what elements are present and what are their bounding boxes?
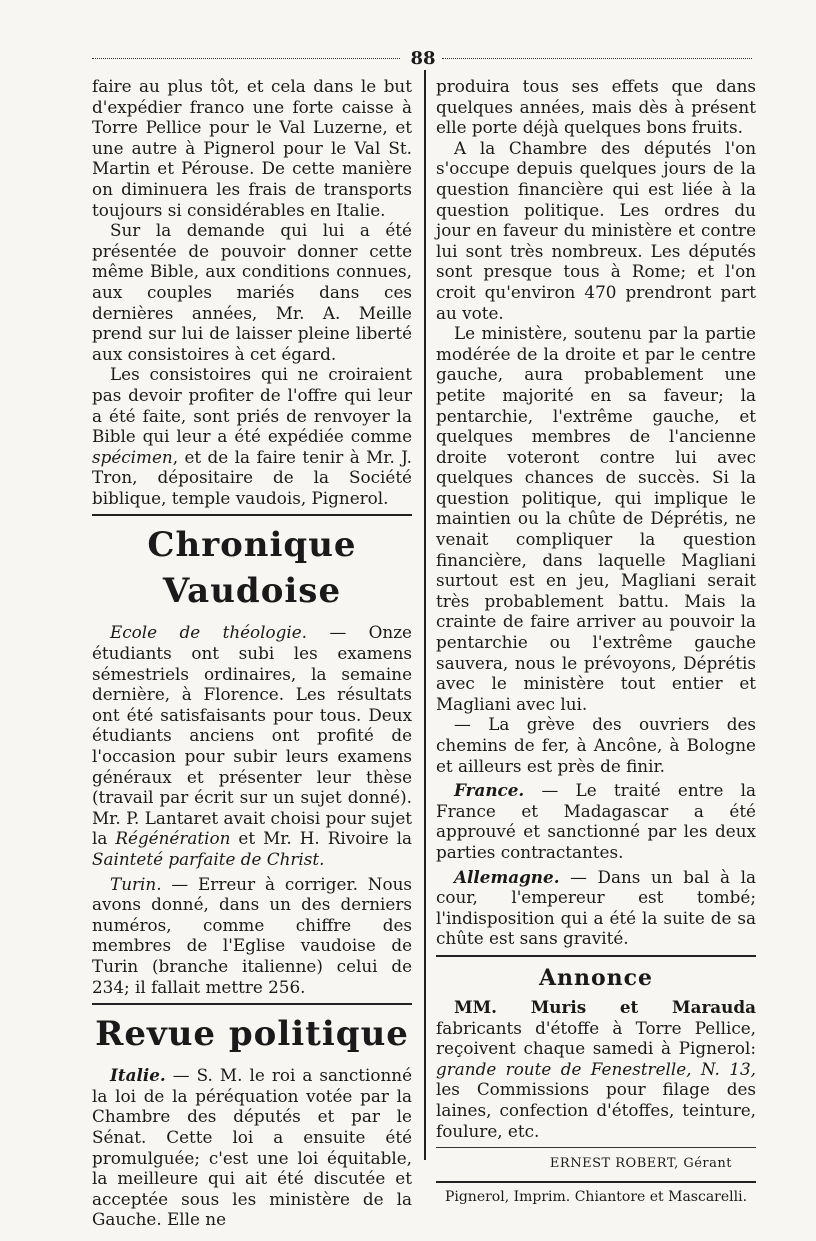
annonce-text-b: les Commissions pour filage des laines, confection d'étoffes, teinture, foulure, etc. [436,1079,756,1141]
page-number: 88 [410,48,436,69]
allemagne-paragraph [436,867,756,949]
ecole-theologie-paragraph [92,622,412,869]
printer-imprint: Pignerol, Imprim. Chiantore et Mascarelli. [444,1188,748,1205]
annonce-names: MM. Muris et Marauda [454,996,756,1017]
header-rule-left [92,58,400,59]
politics-paragraph-2: A la Chambre des députés l'on s'occupe depuis quelques jours de la question financière qui est liée à la question politique. Les ordres du jour en faveur du ministère et contre lui sont très nombreux. Les députés sont presque tous à Rome; et l'on croit qu'environ 470 prendront part au vote. [436,137,756,323]
politics-paragraph-4: — La grève des ouvriers des chemins de fer, à Ancône, à Bologne et ailleurs est près de finir. [436,714,756,776]
specimen-word: spécimen [92,446,173,467]
turin-paragraph [92,874,412,998]
revue-politique-heading: Revue politique [95,1014,409,1055]
italie-label: Italie. [110,1065,166,1086]
annonce-paragraph [436,997,756,1141]
chronique-vaudoise-heading: Chronique Vaudoise [147,525,357,612]
annonce-heading: Annonce [538,964,654,991]
signature: ERNEST ROBERT, Gérant [549,1156,732,1172]
bible-paragraph-1: faire au plus tôt, et cela dans le but d'expédier franco une forte caisse à Torre Pellice pour le Val Luzerne, et une autre à Pignerol pour le Val St. Martin et Pérouse. De cette manière on diminuera les frais de transports toujours si considérables en Italie. [92,76,412,220]
ecole-label: Ecole de théologie. [110,622,308,643]
right-column [436,76,756,1207]
section-rule-3 [436,955,756,957]
france-text: — Le traité entre la France et Madagascar a été approuvé et sanctionné par les deux parties contractantes. [436,780,756,862]
ecole-text-b: et Mr. H. Rivoire la [230,828,412,849]
turin-text: — Erreur à corriger. Nous avons donné, dans un des derniers numéros, comme chiffre des membres de l'Eglise vaudoise de Turin (branche italienne) celui de 234; il fallait mettre 256. [92,873,412,997]
bible-paragraph-3 [92,364,412,508]
signature-rule [436,1147,756,1148]
allemagne-text: — Dans un bal à la cour, l'empereur est tombé; l'indisposition qui a été la suite de sa chûte est sans gravité. [436,866,756,949]
italie-text: — S. M. le roi a sanctionné la loi de la péréquation votée par la Chambre des députés et par le Sénat. Cette loi a ensuite été promulguée; c'est une loi équitable, la meilleure qui ait été discutée et acceptée sous les ministère de la Gauche. Elle ne [92,1065,412,1230]
header-rule-right [442,58,752,59]
regeneration-word: Régénération [115,828,231,849]
column-divider [424,70,426,1160]
turin-label: Turin. [110,873,162,894]
ecole-text-a: — Onze étudiants ont subi les examens sémestriels ordinaires, la semaine dernière, à Florence. Les résultats ont été satisfaisants pour tous. Deux étudiants anciens ont profité de l'occasion pour subir leurs examens généraux et présenter leur thèse (travail par écrit sur un sujet donné). Mr. P. Lantaret avait choisi pour sujet la [92,622,412,849]
allemagne-label: Allemagne. [454,866,560,887]
section-rule-2 [92,1003,412,1005]
section-rule [92,514,412,516]
france-label: France. [454,780,525,801]
bible-p3-text-b: , et de la faire tenir à Mr. J. Tron, dépositaire de la Société biblique, temple vaudois, Pignerol. [92,446,412,508]
annonce-text-a: fabricants d'étoffe à Torre Pellice, reçoivent chaque samedi à Pignerol: [436,1017,756,1059]
bible-paragraph-2: Sur la demande qui lui a été présentée de pouvoir donner cette même Bible, aux conditions connues, aux couples mariés dans ces dernières années, Mr. A. Meille prend sur lui de laisser pleine liberté aux consistoires à cet égard. [92,220,412,364]
page-header [92,46,752,70]
politics-paragraph-1: produira tous ses effets que dans quelques années, mais dès à présent elle porte déjà quelques bons fruits. [436,76,756,138]
annonce-address: grande route de Fenestrelle, N. 13, [436,1058,756,1079]
france-paragraph [436,780,756,862]
saintete-phrase: Sainteté parfaite de Christ. [92,849,325,869]
bible-p3-text-a: Les consistoires qui ne croiraient pas devoir profiter de l'offre qui leur a été faite, sont priés de renvoyer la Bible qui leur a été expédiée comme [92,364,412,447]
printer-rule [436,1181,756,1183]
italie-paragraph [92,1065,412,1230]
politics-paragraph-3: Le ministère, soutenu par la partie modérée de la droite et par le centre gauche, aura probablement une petite majorité en sa faveur; la pentarchie, l'extrême gauche, et quelques membres de l'ancienne droite voteront contre lui avec quelques chances de succès. Si la question politique, qui implique le maintien ou la chûte de Déprétis, ne venait compliquer la question financière, dans laquelle Magliani surtout est en jeu, Magliani serait très probablement battu. Mais la crainte de faire arriver au pouvoir la pentarchie ou l'extrême gauche sauvera, nous le prévoyons, Déprétis avec le ministère tout entier et Magliani avec lui. [436,323,756,714]
left-column [92,76,412,1230]
